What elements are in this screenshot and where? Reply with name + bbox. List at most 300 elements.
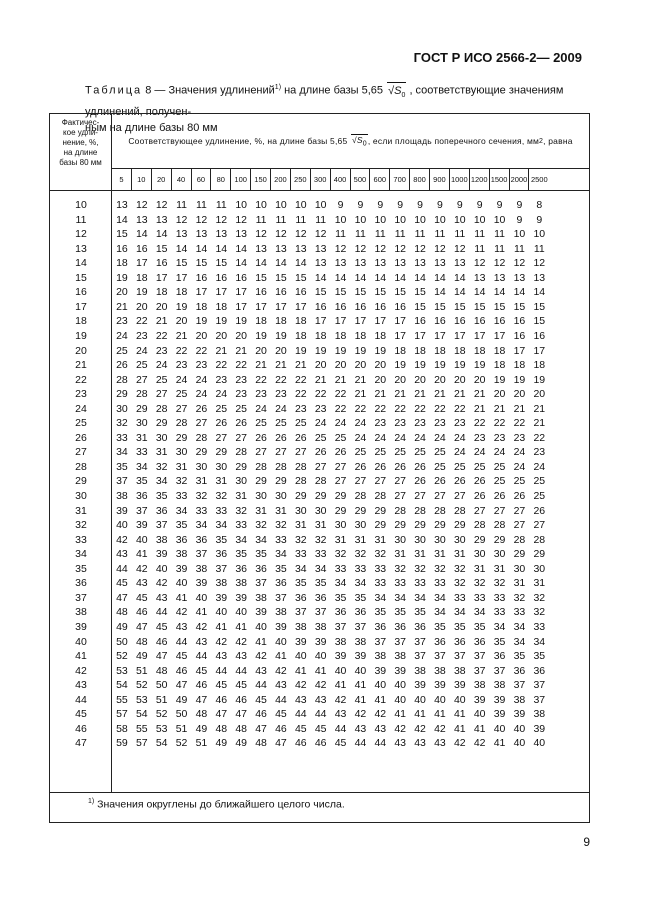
value-cell: 24: [533, 460, 546, 473]
value-cell: 44: [195, 650, 208, 663]
value-cell: 35: [374, 606, 387, 619]
value-cell: 44: [215, 664, 228, 677]
value-cell: 34: [354, 577, 367, 590]
value-cell: 17: [155, 271, 168, 284]
value-cell: 14: [275, 257, 287, 270]
value-cell: 50: [155, 679, 168, 692]
value-cell: 34: [434, 591, 446, 604]
value-cell: 35: [155, 490, 168, 502]
value-cell: 40: [354, 664, 367, 677]
value-cell: 21: [314, 373, 327, 386]
value-cell: 35: [215, 533, 228, 546]
value-cell: 14: [195, 242, 208, 255]
value-cell: 10: [394, 213, 407, 226]
value-cell: 31: [374, 533, 387, 546]
value-cell: 38: [434, 664, 446, 677]
value-cell: 42: [394, 722, 407, 735]
value-cell: 17: [215, 286, 228, 299]
actual-elongation-cell: 32: [75, 519, 87, 532]
value-cell: 28: [294, 460, 307, 473]
value-cell: 34: [473, 606, 486, 619]
value-cell: 46: [235, 693, 248, 706]
value-cell: 30: [155, 431, 168, 444]
value-cell: 20: [533, 388, 546, 401]
value-cell: 27: [334, 475, 347, 488]
value-cell: 27: [513, 519, 526, 532]
value-cell: 9: [357, 199, 364, 211]
value-cell: 42: [453, 737, 466, 750]
value-cell: 23: [493, 431, 506, 444]
value-cell: 15: [533, 300, 546, 313]
value-cell: 31: [175, 460, 188, 473]
table-row: [50, 388, 589, 401]
value-cell: 23: [434, 417, 446, 430]
value-cell: 43: [116, 548, 128, 561]
column-header: 200: [271, 169, 291, 190]
actual-elongation-cell: 39: [75, 620, 87, 633]
table-row: [50, 446, 589, 459]
value-cell: 25: [135, 359, 148, 372]
value-cell: 48: [255, 737, 267, 750]
value-cell: 19: [195, 315, 208, 328]
value-cell: 40: [314, 650, 327, 663]
value-cell: 28: [354, 490, 367, 502]
value-cell: 33: [294, 548, 307, 561]
value-cell: 17: [235, 286, 248, 299]
value-cell: 18: [473, 344, 486, 357]
value-cell: 24: [215, 388, 228, 401]
value-cell: 51: [175, 722, 188, 735]
value-cell: 21: [394, 388, 407, 401]
value-cell: 39: [175, 562, 188, 575]
value-cell: 37: [314, 606, 327, 619]
column-header: 400: [331, 169, 351, 190]
value-cell: 46: [155, 635, 168, 648]
table-row: [50, 606, 589, 619]
actual-elongation-cell: 23: [75, 388, 87, 401]
value-cell: 25: [215, 402, 228, 415]
value-cell: 18: [294, 329, 307, 342]
value-cell: 29: [314, 490, 327, 502]
value-cell: 44: [175, 635, 188, 648]
value-cell: 34: [116, 446, 128, 459]
value-cell: 16: [434, 315, 446, 328]
table-row: [50, 345, 589, 358]
value-cell: 23: [195, 359, 208, 372]
value-cell: 32: [533, 606, 546, 619]
value-cell: 15: [195, 257, 208, 270]
value-cell: 42: [473, 737, 486, 750]
value-cell: 26: [473, 490, 486, 502]
column-header: 5: [112, 169, 132, 190]
value-cell: 10: [414, 213, 426, 226]
value-cell: 25: [434, 460, 446, 473]
value-cell: 38: [394, 650, 407, 663]
value-cell: 50: [116, 635, 128, 648]
value-cell: 59: [116, 737, 128, 750]
value-cell: 35: [175, 519, 188, 532]
value-cell: 12: [533, 257, 546, 270]
value-cell: 32: [473, 577, 486, 590]
value-cell: 32: [394, 562, 407, 575]
value-cell: 32: [116, 417, 128, 430]
table-row: [50, 592, 589, 605]
actual-elongation-cell: 10: [75, 199, 87, 211]
value-cell: 22: [294, 388, 307, 401]
value-cell: 31: [195, 475, 208, 488]
value-cell: 40: [215, 606, 228, 619]
value-cell: 16: [374, 300, 387, 313]
value-cell: 37: [275, 591, 287, 604]
value-cell: 42: [255, 650, 267, 663]
value-cell: 35: [513, 650, 526, 663]
value-cell: 47: [215, 708, 228, 721]
value-cell: 25: [116, 344, 128, 357]
value-cell: 35: [314, 577, 327, 590]
value-cell: 27: [155, 388, 168, 401]
value-cell: 34: [374, 591, 387, 604]
value-cell: 28: [275, 460, 287, 473]
value-cell: 12: [275, 228, 287, 241]
value-cell: 32: [215, 490, 228, 502]
value-cell: 35: [116, 460, 128, 473]
value-cell: 26: [116, 359, 128, 372]
value-cell: 36: [414, 620, 426, 633]
value-cell: 44: [255, 679, 267, 692]
actual-elongation-cell: 44: [75, 693, 87, 706]
value-cell: 42: [314, 679, 327, 692]
value-cell: 41: [354, 693, 367, 706]
value-cell: 14: [453, 286, 466, 299]
value-cell: 23: [116, 315, 128, 328]
value-cell: 24: [434, 431, 446, 444]
value-cell: 38: [533, 708, 546, 721]
value-cell: 16: [155, 257, 168, 270]
value-cell: 48: [235, 722, 248, 735]
value-cell: 53: [155, 722, 168, 735]
table-row: [50, 490, 589, 503]
value-cell: 42: [275, 664, 287, 677]
value-cell: 28: [513, 533, 526, 546]
value-cell: 18: [294, 315, 307, 328]
value-cell: 16: [135, 242, 148, 255]
value-cell: 10: [255, 199, 267, 211]
column-header: 80: [211, 169, 231, 190]
value-cell: 42: [195, 620, 208, 633]
value-cell: 26: [473, 475, 486, 488]
value-cell: 10: [334, 213, 347, 226]
footnote-text: Значения округлены до ближайшего целого числа.: [94, 798, 345, 811]
value-cell: 18: [493, 344, 506, 357]
column-header: 700: [390, 169, 410, 190]
actual-elongation-cell: 43: [75, 679, 87, 692]
value-cell: 39: [533, 722, 546, 735]
value-cell: 30: [533, 562, 546, 575]
value-cell: 39: [255, 606, 267, 619]
value-cell: 31: [155, 446, 168, 459]
value-cell: 17: [513, 344, 526, 357]
table-row: [50, 708, 589, 721]
value-cell: 46: [294, 737, 307, 750]
value-cell: 27: [374, 475, 387, 488]
value-cell: 27: [195, 417, 208, 430]
value-cell: 42: [354, 708, 367, 721]
value-cell: 42: [175, 606, 188, 619]
value-cell: 15: [314, 286, 327, 299]
value-cell: 41: [473, 722, 486, 735]
actual-elongation-cell: 25: [75, 417, 87, 430]
value-cell: 29: [215, 446, 228, 459]
value-cell: 29: [255, 475, 267, 488]
actual-elongation-cell: 46: [75, 722, 87, 735]
actual-elongation-cell: 14: [75, 257, 87, 270]
value-cell: 40: [533, 737, 546, 750]
table-row: [50, 548, 589, 561]
value-cell: 17: [493, 329, 506, 342]
table-row: [50, 577, 589, 590]
value-cell: 32: [434, 562, 446, 575]
value-cell: 17: [275, 300, 287, 313]
value-cell: 46: [195, 679, 208, 692]
value-cell: 48: [116, 606, 128, 619]
value-cell: 32: [453, 577, 466, 590]
value-cell: 37: [533, 693, 546, 706]
value-cell: 9: [496, 199, 503, 211]
value-cell: 45: [116, 577, 128, 590]
value-cell: 39: [155, 548, 168, 561]
value-cell: 20: [394, 373, 407, 386]
value-cell: 35: [473, 620, 486, 633]
value-cell: 13: [533, 271, 546, 284]
value-cell: 43: [195, 635, 208, 648]
value-cell: 37: [155, 519, 168, 532]
value-cell: 38: [116, 490, 128, 502]
value-cell: 11: [195, 199, 207, 211]
value-cell: 22: [394, 402, 407, 415]
table-row: [50, 475, 589, 488]
value-cell: 39: [434, 679, 446, 692]
value-cell: 11: [533, 242, 545, 255]
column-header: 1500: [490, 169, 510, 190]
value-cell: 32: [155, 460, 168, 473]
value-cell: 16: [334, 300, 347, 313]
value-cell: 19: [434, 359, 446, 372]
value-cell: 21: [374, 388, 387, 401]
group-header-end: , равна: [543, 136, 573, 146]
value-cell: 36: [434, 635, 446, 648]
value-cell: 19: [473, 359, 486, 372]
value-cell: 20: [434, 373, 446, 386]
value-cell: 24: [453, 431, 466, 444]
value-cell: 21: [533, 402, 546, 415]
value-cell: 27: [314, 460, 327, 473]
value-cell: 34: [135, 460, 148, 473]
value-cell: 31: [493, 562, 506, 575]
value-cell: 13: [314, 242, 327, 255]
value-cell: 22: [473, 417, 486, 430]
value-cell: 43: [255, 664, 267, 677]
value-cell: 34: [294, 562, 307, 575]
value-cell: 22: [155, 329, 168, 342]
value-cell: 34: [275, 548, 287, 561]
caption-number: 8: [145, 84, 152, 97]
value-cell: 33: [135, 446, 148, 459]
value-cell: 26: [414, 460, 426, 473]
value-cell: 37: [374, 635, 387, 648]
value-cell: 33: [374, 562, 387, 575]
value-cell: 10: [275, 199, 287, 211]
value-cell: 50: [175, 708, 188, 721]
value-cell: 34: [414, 591, 426, 604]
value-cell: 39: [493, 708, 506, 721]
value-cell: 19: [215, 315, 228, 328]
value-cell: 31: [414, 548, 426, 561]
value-cell: 45: [255, 693, 267, 706]
value-cell: 15: [215, 257, 228, 270]
table-row: [50, 563, 589, 576]
table-row: [50, 737, 589, 750]
value-cell: 9: [536, 213, 543, 226]
value-cell: 45: [314, 722, 327, 735]
actual-elongation-cell: 36: [75, 577, 87, 590]
sqrt-var: S: [356, 135, 363, 146]
value-cell: 16: [314, 300, 327, 313]
value-cell: 39: [215, 591, 228, 604]
value-cell: 14: [434, 271, 446, 284]
value-cell: 29: [294, 490, 307, 502]
value-cell: 23: [473, 431, 486, 444]
actual-elongation-cell: 19: [75, 329, 87, 342]
actual-elongation-cell: 38: [75, 606, 87, 619]
value-cell: 44: [275, 693, 287, 706]
value-cell: 14: [414, 271, 426, 284]
value-cell: 36: [453, 635, 466, 648]
actual-elongation-cell: 24: [75, 402, 87, 415]
value-cell: 37: [533, 679, 546, 692]
value-cell: 11: [176, 199, 188, 211]
value-cell: 31: [294, 519, 307, 532]
header-line: на длине: [63, 148, 98, 157]
table-row: [50, 243, 589, 256]
value-cell: 27: [493, 504, 506, 517]
value-cell: 29: [434, 519, 446, 532]
value-cell: 40: [414, 693, 426, 706]
value-cell: 30: [493, 548, 506, 561]
group-header-sup: 2: [539, 137, 544, 145]
value-cell: 17: [533, 344, 546, 357]
value-cell: 25: [354, 446, 367, 459]
value-cell: 23: [275, 388, 287, 401]
value-cell: 13: [354, 257, 367, 270]
value-cell: 27: [533, 519, 546, 532]
value-cell: 51: [135, 664, 148, 677]
value-cell: 22: [314, 388, 327, 401]
table-row: [50, 286, 589, 299]
value-cell: 19: [354, 344, 367, 357]
value-cell: 33: [394, 577, 407, 590]
value-cell: 24: [354, 431, 367, 444]
value-cell: 22: [334, 388, 347, 401]
header-line: базы 80 мм: [59, 158, 102, 167]
value-cell: 17: [334, 315, 347, 328]
value-cell: 23: [215, 373, 228, 386]
value-cell: 52: [135, 679, 148, 692]
value-cell: 43: [334, 708, 347, 721]
value-cell: 16: [473, 315, 486, 328]
value-cell: 26: [354, 460, 367, 473]
value-cell: 15: [394, 286, 407, 299]
value-cell: 32: [414, 562, 426, 575]
value-cell: 20: [116, 286, 128, 299]
value-cell: 26: [314, 446, 327, 459]
value-cell: 32: [513, 591, 526, 604]
value-cell: 14: [235, 242, 248, 255]
value-cell: 42: [294, 679, 307, 692]
value-cell: 15: [374, 286, 387, 299]
value-cell: 43: [414, 737, 426, 750]
value-cell: 19: [314, 344, 327, 357]
value-cell: 20: [175, 315, 188, 328]
value-cell: 40: [394, 679, 407, 692]
value-cell: 27: [215, 431, 228, 444]
actual-elongation-cell: 18: [75, 315, 87, 328]
standard-header: ГОСТ Р ИСО 2566-2— 2009: [413, 50, 582, 65]
value-cell: 35: [334, 591, 347, 604]
value-cell: 29: [513, 548, 526, 561]
value-cell: 30: [513, 562, 526, 575]
header-line: Фактичес-: [61, 118, 100, 127]
value-cell: 42: [155, 577, 168, 590]
value-cell: 29: [354, 504, 367, 517]
value-cell: 46: [255, 708, 267, 721]
value-cell: 32: [314, 533, 327, 546]
value-cell: 29: [275, 475, 287, 488]
value-cell: 34: [394, 591, 407, 604]
value-cell: 31: [255, 504, 267, 517]
value-cell: 55: [116, 693, 128, 706]
value-cell: 44: [116, 562, 128, 575]
value-cell: 24: [374, 431, 387, 444]
value-cell: 40: [453, 693, 466, 706]
value-cell: 13: [155, 213, 168, 226]
value-cell: 40: [195, 591, 208, 604]
value-cell: 30: [354, 519, 367, 532]
value-cell: 57: [135, 737, 148, 750]
value-cell: 34: [314, 562, 327, 575]
value-cell: 29: [116, 388, 128, 401]
value-cell: 41: [215, 620, 228, 633]
value-cell: 19: [175, 300, 188, 313]
value-cell: 21: [473, 388, 486, 401]
value-cell: 24: [453, 446, 466, 459]
value-cell: 13: [135, 213, 148, 226]
value-cell: 25: [533, 475, 546, 488]
value-cell: 37: [493, 664, 506, 677]
value-cell: 43: [175, 620, 188, 633]
value-cell: 28: [294, 475, 307, 488]
value-cell: 22: [493, 417, 506, 430]
value-cell: 31: [135, 431, 148, 444]
value-cell: 46: [215, 693, 228, 706]
value-cell: 43: [394, 737, 407, 750]
table-row: [50, 199, 589, 212]
value-cell: 43: [275, 679, 287, 692]
value-cell: 30: [473, 548, 486, 561]
value-cell: 16: [513, 315, 526, 328]
value-cell: 20: [453, 373, 466, 386]
value-cell: 16: [354, 300, 367, 313]
value-cell: 10: [235, 199, 248, 211]
